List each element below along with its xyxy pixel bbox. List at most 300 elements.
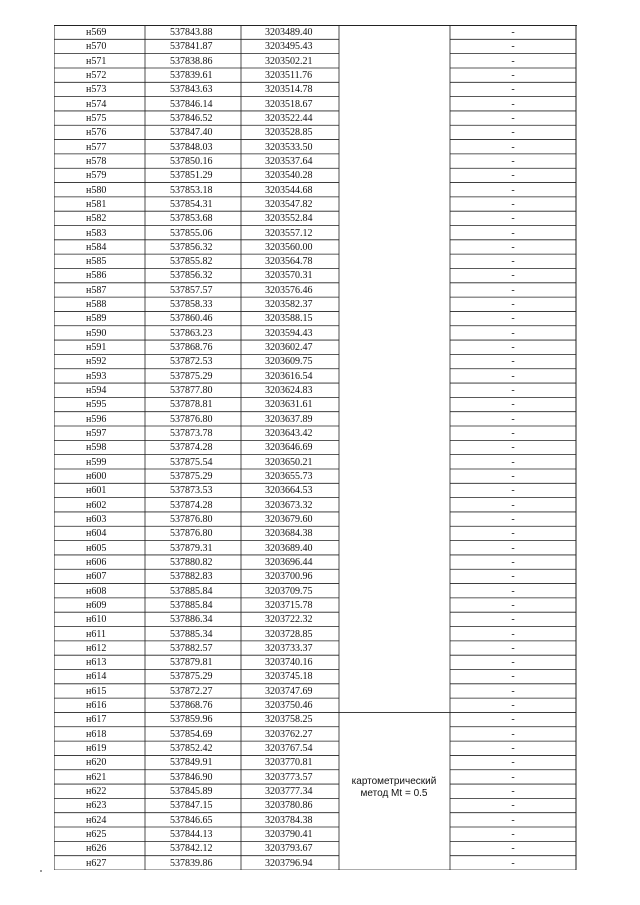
point-id-cell: н584 (86, 241, 107, 253)
y-coordinate-cell: 3203594.43 (265, 327, 313, 339)
point-id-cell: н602 (86, 499, 107, 511)
x-coordinate-cell: 537875.29 (170, 470, 213, 482)
table-row (54, 727, 577, 741)
value-cell: - (511, 299, 515, 311)
table-row (54, 498, 577, 512)
x-coordinate-cell: 537851.29 (170, 170, 213, 182)
value-cell: - (511, 743, 515, 755)
point-id-cell: н615 (86, 685, 107, 697)
x-coordinate-cell: 537853.68 (170, 213, 213, 225)
table-row (54, 54, 577, 68)
x-coordinate-cell: 537846.65 (170, 814, 213, 826)
y-coordinate-cell: 3203700.96 (265, 571, 313, 583)
x-coordinate-cell: 537847.15 (170, 800, 213, 812)
y-coordinate-cell: 3203745.18 (265, 671, 313, 683)
value-cell: - (511, 241, 515, 253)
table-row (54, 712, 577, 726)
table-row (54, 541, 577, 555)
x-coordinate-cell: 537872.53 (170, 356, 213, 368)
point-id-cell: н621 (86, 771, 107, 783)
table-row (54, 440, 577, 454)
value-cell: - (511, 671, 515, 683)
table-row (54, 627, 577, 641)
x-coordinate-cell: 537856.32 (170, 270, 213, 282)
value-cell: - (511, 456, 515, 468)
value-cell: - (511, 585, 515, 597)
y-coordinate-cell: 3203777.34 (265, 786, 313, 798)
table-row (54, 97, 577, 111)
x-coordinate-cell: 537880.82 (170, 556, 213, 568)
y-coordinate-cell: 3203750.46 (265, 700, 313, 712)
table-row (54, 254, 577, 268)
x-coordinate-cell: 537857.57 (170, 284, 213, 296)
x-coordinate-cell: 537868.76 (170, 700, 213, 712)
value-cell: - (511, 313, 515, 325)
point-id-cell: н576 (86, 127, 107, 139)
point-id-cell: н612 (86, 642, 107, 654)
point-id-cell: н613 (86, 657, 107, 669)
point-id-cell: н626 (86, 843, 107, 855)
y-coordinate-cell: 3203673.32 (265, 499, 313, 511)
point-id-cell: н609 (86, 599, 107, 611)
x-coordinate-cell: 537843.63 (170, 84, 213, 96)
value-cell: - (511, 213, 515, 225)
table-row (54, 526, 577, 540)
y-coordinate-cell: 3203655.73 (265, 470, 313, 482)
x-coordinate-cell: 537859.96 (170, 714, 213, 726)
x-coordinate-cell: 537839.86 (170, 857, 213, 869)
point-id-cell: н614 (86, 671, 107, 683)
table-row (54, 326, 577, 340)
y-coordinate-cell: 3203767.54 (265, 743, 313, 755)
x-coordinate-cell: 537858.33 (170, 299, 213, 311)
point-id-cell: н595 (86, 399, 107, 411)
table-row (54, 340, 577, 354)
table-row (54, 684, 577, 698)
table-row (54, 140, 577, 154)
table-row (54, 354, 577, 368)
point-id-cell: н617 (86, 714, 107, 726)
point-id-cell: н585 (86, 256, 107, 268)
y-coordinate-cell: 3203740.16 (265, 657, 313, 669)
x-coordinate-cell: 537850.16 (170, 155, 213, 167)
value-cell: - (511, 327, 515, 339)
value-cell: - (511, 786, 515, 798)
value-cell: - (511, 370, 515, 382)
y-coordinate-cell: 3203602.47 (265, 342, 313, 354)
y-coordinate-cell: 3203780.86 (265, 800, 313, 812)
table-row (54, 856, 577, 870)
y-coordinate-cell: 3203570.31 (265, 270, 313, 282)
value-cell: - (511, 528, 515, 540)
table-row (54, 25, 577, 39)
x-coordinate-cell: 537868.76 (170, 342, 213, 354)
value-cell: - (511, 714, 515, 726)
table-row (54, 297, 577, 311)
point-id-cell: н593 (86, 370, 107, 382)
x-coordinate-cell: 537843.88 (170, 27, 213, 38)
x-coordinate-cell: 537879.81 (170, 657, 213, 669)
table-row (54, 39, 577, 53)
x-coordinate-cell: 537872.27 (170, 685, 213, 697)
point-id-cell: н620 (86, 757, 107, 769)
value-cell: - (511, 69, 515, 81)
y-coordinate-cell: 3203679.60 (265, 513, 313, 525)
y-coordinate-cell: 3203576.46 (265, 284, 313, 296)
point-id-cell: н574 (86, 98, 107, 110)
x-coordinate-cell: 537849.91 (170, 757, 213, 769)
point-id-cell: н600 (86, 470, 107, 482)
table-row (54, 197, 577, 211)
value-cell: - (511, 814, 515, 826)
table-row (54, 655, 577, 669)
value-cell: - (511, 27, 515, 38)
value-cell: - (511, 442, 515, 454)
point-id-cell: н592 (86, 356, 107, 368)
table-row (54, 512, 577, 526)
value-cell: - (511, 198, 515, 210)
table-row (54, 268, 577, 282)
point-id-cell: н616 (86, 700, 107, 712)
table-row (54, 311, 577, 325)
point-id-cell: н606 (86, 556, 107, 568)
x-coordinate-cell: 537885.84 (170, 585, 213, 597)
value-cell: - (511, 599, 515, 611)
x-coordinate-cell: 537852.42 (170, 743, 213, 755)
y-coordinate-cell: 3203511.76 (265, 69, 313, 81)
point-id-cell: н598 (86, 442, 107, 454)
value-cell: - (511, 428, 515, 440)
value-cell: - (511, 284, 515, 296)
x-coordinate-cell: 537846.52 (170, 112, 213, 124)
point-id-cell: н610 (86, 614, 107, 626)
y-coordinate-cell: 3203796.94 (265, 857, 313, 869)
method-line-1: картометрический (351, 776, 437, 787)
y-coordinate-cell: 3203588.15 (265, 313, 313, 325)
y-coordinate-cell: 3203560.00 (265, 241, 313, 253)
table-row (54, 813, 577, 827)
value-cell: - (511, 356, 515, 368)
value-cell: - (511, 829, 515, 841)
table-row (54, 784, 577, 798)
table-row (54, 412, 577, 426)
value-cell: - (511, 513, 515, 525)
table-row (54, 211, 577, 225)
table-row (54, 770, 577, 784)
value-cell: - (511, 55, 515, 67)
y-coordinate-cell: 3203747.69 (265, 685, 313, 697)
table-row (54, 426, 577, 440)
x-coordinate-cell: 537873.53 (170, 485, 213, 497)
table-row (54, 669, 577, 683)
table-row (54, 755, 577, 769)
point-id-cell: н611 (86, 628, 106, 640)
y-coordinate-cell: 3203773.57 (265, 771, 313, 783)
value-cell: - (511, 628, 515, 640)
value-cell: - (511, 470, 515, 482)
table-row (54, 397, 577, 411)
point-id-cell: н582 (86, 213, 107, 225)
point-id-cell: н590 (86, 327, 107, 339)
value-cell: - (511, 270, 515, 282)
table-row (54, 698, 577, 712)
y-coordinate-cell: 3203728.85 (265, 628, 313, 640)
coordinates-table (54, 25, 577, 870)
point-id-cell: н623 (86, 800, 107, 812)
x-coordinate-cell: 537841.87 (170, 41, 213, 53)
table-row (54, 741, 577, 755)
table-row (54, 168, 577, 182)
x-coordinate-cell: 537838.86 (170, 55, 213, 67)
x-coordinate-cell: 537845.89 (170, 786, 213, 798)
y-coordinate-cell: 3203544.68 (265, 184, 313, 196)
value-cell: - (511, 385, 515, 397)
value-cell: - (511, 413, 515, 425)
x-coordinate-cell: 537886.34 (170, 614, 213, 626)
y-coordinate-cell: 3203537.64 (265, 155, 313, 167)
value-cell: - (511, 141, 515, 153)
point-id-cell: н601 (86, 485, 107, 497)
value-cell: - (511, 771, 515, 783)
x-coordinate-cell: 537876.80 (170, 413, 213, 425)
y-coordinate-cell: 3203790.41 (265, 829, 313, 841)
value-cell: - (511, 127, 515, 139)
y-coordinate-cell: 3203631.61 (265, 399, 313, 411)
value-cell: - (511, 857, 515, 869)
table-row (54, 283, 577, 297)
x-coordinate-cell: 537842.12 (170, 843, 213, 855)
y-coordinate-cell: 3203528.85 (265, 127, 313, 139)
point-id-cell: н603 (86, 513, 107, 525)
table-row (54, 569, 577, 583)
table-row (54, 555, 577, 569)
point-id-cell: н622 (86, 786, 107, 798)
x-coordinate-cell: 537885.34 (170, 628, 213, 640)
y-coordinate-cell: 3203609.75 (265, 356, 313, 368)
y-coordinate-cell: 3203540.28 (265, 170, 313, 182)
value-cell: - (511, 499, 515, 511)
value-cell: - (511, 342, 515, 354)
y-coordinate-cell: 3203650.21 (265, 456, 313, 468)
y-coordinate-cell: 3203758.25 (265, 714, 313, 726)
y-coordinate-cell: 3203518.67 (265, 98, 313, 110)
x-coordinate-cell: 537882.57 (170, 642, 213, 654)
x-coordinate-cell: 537876.80 (170, 513, 213, 525)
point-id-cell: н571 (86, 55, 107, 67)
table-row (54, 612, 577, 626)
point-id-cell: н604 (86, 528, 107, 540)
x-coordinate-cell: 537846.90 (170, 771, 213, 783)
x-coordinate-cell: 537875.29 (170, 671, 213, 683)
x-coordinate-cell: 537855.06 (170, 227, 213, 239)
x-coordinate-cell: 537863.23 (170, 327, 213, 339)
x-coordinate-cell: 537848.03 (170, 141, 213, 153)
point-id-cell: н596 (86, 413, 107, 425)
point-id-cell: н580 (86, 184, 107, 196)
x-coordinate-cell: 537853.18 (170, 184, 213, 196)
x-coordinate-cell: 537839.61 (170, 69, 213, 81)
value-cell: - (511, 485, 515, 497)
value-cell: - (511, 800, 515, 812)
y-coordinate-cell: 3203709.75 (265, 585, 313, 597)
y-coordinate-cell: 3203502.21 (265, 55, 313, 67)
value-cell: - (511, 571, 515, 583)
x-coordinate-cell: 537855.82 (170, 256, 213, 268)
x-coordinate-cell: 537844.13 (170, 829, 213, 841)
point-id-cell: н594 (86, 385, 107, 397)
table-row (54, 154, 577, 168)
point-id-cell: н624 (86, 814, 107, 826)
point-id-cell: н583 (86, 227, 107, 239)
y-coordinate-cell: 3203684.38 (265, 528, 313, 540)
value-cell: - (511, 556, 515, 568)
y-coordinate-cell: 3203770.81 (265, 757, 313, 769)
table-row (54, 68, 577, 82)
x-coordinate-cell: 537879.31 (170, 542, 213, 554)
y-coordinate-cell: 3203533.50 (265, 141, 313, 153)
point-id-cell: н619 (86, 743, 107, 755)
x-coordinate-cell: 537847.40 (170, 127, 213, 139)
x-coordinate-cell: 537875.29 (170, 370, 213, 382)
table-row (54, 111, 577, 125)
point-id-cell: н575 (86, 112, 107, 124)
y-coordinate-cell: 3203784.38 (265, 814, 313, 826)
value-cell: - (511, 614, 515, 626)
point-id-cell: н570 (86, 41, 107, 53)
x-coordinate-cell: 537877.80 (170, 385, 213, 397)
table-row (54, 82, 577, 96)
y-coordinate-cell: 3203514.78 (265, 84, 313, 96)
point-id-cell: н591 (86, 342, 107, 354)
y-coordinate-cell: 3203664.53 (265, 485, 313, 497)
table-row (54, 598, 577, 612)
table-row (54, 240, 577, 254)
y-coordinate-cell: 3203733.37 (265, 642, 313, 654)
point-id-cell: н573 (86, 84, 107, 96)
point-id-cell: н618 (86, 728, 107, 740)
point-id-cell: н599 (86, 456, 107, 468)
value-cell: - (511, 170, 515, 182)
value-cell: - (511, 843, 515, 855)
table-row (54, 641, 577, 655)
point-id-cell: н605 (86, 542, 107, 554)
y-coordinate-cell: 3203793.67 (265, 843, 313, 855)
table-row (54, 584, 577, 598)
value-cell: - (511, 112, 515, 124)
y-coordinate-cell: 3203637.89 (265, 413, 313, 425)
value-cell: - (511, 256, 515, 268)
value-cell: - (511, 542, 515, 554)
x-coordinate-cell: 537874.28 (170, 442, 213, 454)
y-coordinate-cell: 3203522.44 (265, 112, 313, 124)
x-coordinate-cell: 537860.46 (170, 313, 213, 325)
point-id-cell: н578 (86, 155, 107, 167)
y-coordinate-cell: 3203552.84 (265, 213, 313, 225)
table-row (54, 383, 577, 397)
x-coordinate-cell: 537846.14 (170, 98, 213, 110)
x-coordinate-cell: 537885.84 (170, 599, 213, 611)
value-cell: - (511, 155, 515, 167)
y-coordinate-cell: 3203762.27 (265, 728, 313, 740)
table-row (54, 469, 577, 483)
table-row (54, 841, 577, 855)
point-id-cell: н569 (86, 27, 107, 38)
x-coordinate-cell: 537874.28 (170, 499, 213, 511)
point-id-cell: н589 (86, 313, 107, 325)
value-cell: - (511, 227, 515, 239)
value-cell: - (511, 685, 515, 697)
table-row (54, 183, 577, 197)
y-coordinate-cell: 3203689.40 (265, 542, 313, 554)
value-cell: - (511, 642, 515, 654)
value-cell: - (511, 98, 515, 110)
table-row (54, 226, 577, 240)
x-coordinate-cell: 537882.83 (170, 571, 213, 583)
x-coordinate-cell: 537854.31 (170, 198, 213, 210)
x-coordinate-cell: 537876.80 (170, 528, 213, 540)
value-cell: - (511, 728, 515, 740)
method-line-2: метод Mt = 0.5 (360, 788, 428, 799)
y-coordinate-cell: 3203547.82 (265, 198, 313, 210)
y-coordinate-cell: 3203582.37 (265, 299, 313, 311)
x-coordinate-cell: 537856.32 (170, 241, 213, 253)
value-cell: - (511, 184, 515, 196)
y-coordinate-cell: 3203557.12 (265, 227, 313, 239)
y-coordinate-cell: 3203624.83 (265, 385, 313, 397)
point-id-cell: н625 (86, 829, 107, 841)
y-coordinate-cell: 3203564.78 (265, 256, 313, 268)
value-cell: - (511, 757, 515, 769)
x-coordinate-cell: 537854.69 (170, 728, 213, 740)
table-row (54, 798, 577, 812)
scan-speck (40, 870, 42, 872)
table-row (54, 125, 577, 139)
table-row (54, 483, 577, 497)
y-coordinate-cell: 3203722.32 (265, 614, 313, 626)
y-coordinate-cell: 3203715.78 (265, 599, 313, 611)
y-coordinate-cell: 3203646.69 (265, 442, 313, 454)
table-row (54, 827, 577, 841)
y-coordinate-cell: 3203495.43 (265, 41, 313, 53)
value-cell: - (511, 399, 515, 411)
point-id-cell: н587 (86, 284, 107, 296)
y-coordinate-cell: 3203489.40 (265, 27, 313, 38)
point-id-cell: н581 (86, 198, 107, 210)
x-coordinate-cell: 537875.54 (170, 456, 213, 468)
x-coordinate-cell: 537873.78 (170, 428, 213, 440)
point-id-cell: н627 (86, 857, 107, 869)
x-coordinate-cell: 537878.81 (170, 399, 213, 411)
point-id-cell: н579 (86, 170, 107, 182)
point-id-cell: н607 (86, 571, 107, 583)
table-row (54, 455, 577, 469)
value-cell: - (511, 41, 515, 53)
value-cell: - (511, 84, 515, 96)
point-id-cell: н572 (86, 69, 107, 81)
y-coordinate-cell: 3203696.44 (265, 556, 313, 568)
table-row (54, 369, 577, 383)
point-id-cell: н586 (86, 270, 107, 282)
value-cell: - (511, 700, 515, 712)
value-cell: - (511, 657, 515, 669)
point-id-cell: н588 (86, 299, 107, 311)
point-id-cell: н608 (86, 585, 107, 597)
method-note (339, 776, 449, 800)
y-coordinate-cell: 3203643.42 (265, 428, 313, 440)
point-id-cell: н577 (86, 141, 107, 153)
point-id-cell: н597 (86, 428, 107, 440)
y-coordinate-cell: 3203616.54 (265, 370, 313, 382)
